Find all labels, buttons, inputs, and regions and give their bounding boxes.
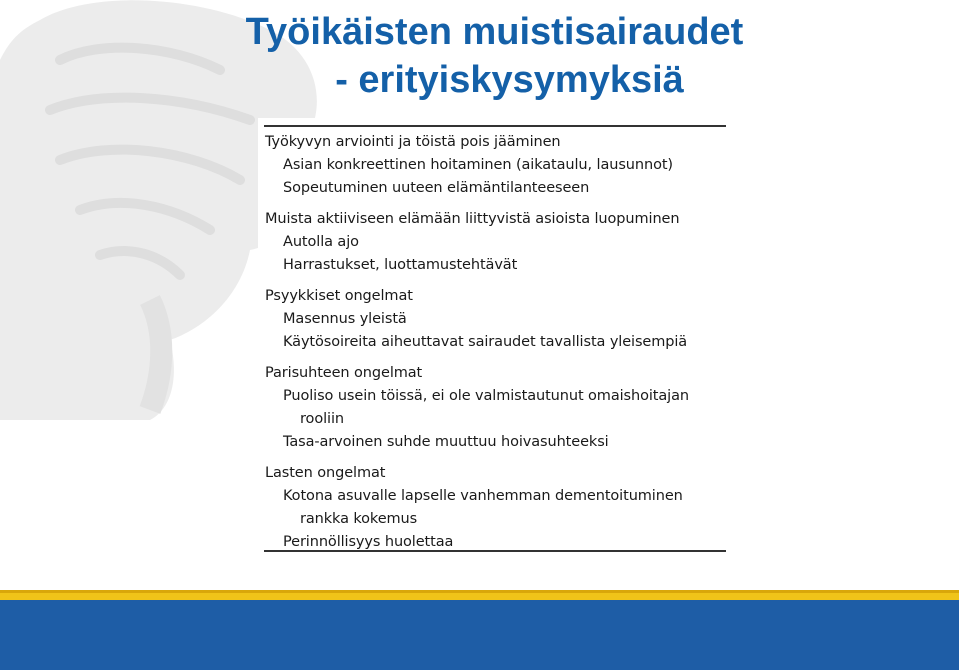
footer-bar <box>0 600 959 670</box>
topic-item <box>265 331 727 354</box>
topic-heading: Psyykkiset ongelmat <box>265 288 413 304</box>
topic-item <box>265 154 727 177</box>
topic-item-text: Kotona asuvalle lapselle vanhemman dementoituminen <box>283 488 683 504</box>
topic-heading: Parisuhteen ongelmat <box>265 365 423 381</box>
topic-item-text: Autolla ajo <box>283 234 359 250</box>
topic-item-text: Perinnöllisyys huolettaa <box>283 534 454 550</box>
topic-item <box>265 177 727 200</box>
topic-heading: Muista aktiiviseen elämään liittyvistä asioista luopuminen <box>265 211 680 227</box>
topic-heading: Lasten ongelmat <box>265 465 386 481</box>
table-top-rule <box>264 125 726 127</box>
topic-item-continuation: rankka kokemus <box>300 511 418 527</box>
topics-list <box>265 131 727 562</box>
topic-group <box>265 208 727 277</box>
topic-item-text: Asian konkreettinen hoitaminen (aikataulu, lausunnot) <box>283 157 673 173</box>
table-bottom-rule <box>264 550 726 552</box>
topic-item-text: Puoliso usein töissä, ei ole valmistautunut omaishoitajan <box>283 388 689 404</box>
topic-item-continuation: rooliin <box>300 411 344 427</box>
topic-item-text: Harrastukset, luottamustehtävät <box>283 257 518 273</box>
topic-group <box>265 285 727 354</box>
topic-item <box>265 231 727 254</box>
title-line-2: - erityiskysymyksiä <box>335 59 684 101</box>
topic-item-text: Sopeutuminen uuteen elämäntilanteeseen <box>283 180 590 196</box>
topic-item <box>265 308 727 331</box>
topic-group <box>265 362 727 454</box>
footer-stripe <box>0 590 959 600</box>
topic-heading: Työkyvyn arviointi ja töistä pois jääminen <box>265 134 561 150</box>
topic-item-text: Masennus yleistä <box>283 311 407 327</box>
topic-item <box>265 431 727 454</box>
topic-group <box>265 131 727 200</box>
topic-group <box>265 462 727 554</box>
title-line-1: Työikäisten muistisairaudet <box>245 11 744 53</box>
topic-item <box>265 385 727 431</box>
topic-item-text: Käytösoireita aiheuttavat sairaudet tavallista yleisempiä <box>283 334 688 350</box>
topic-item <box>265 485 727 531</box>
page-title <box>0 8 959 104</box>
topic-item <box>265 254 727 277</box>
topic-item-text: Tasa-arvoinen suhde muuttuu hoivasuhteeksi <box>283 434 609 450</box>
topics-table <box>258 118 732 564</box>
